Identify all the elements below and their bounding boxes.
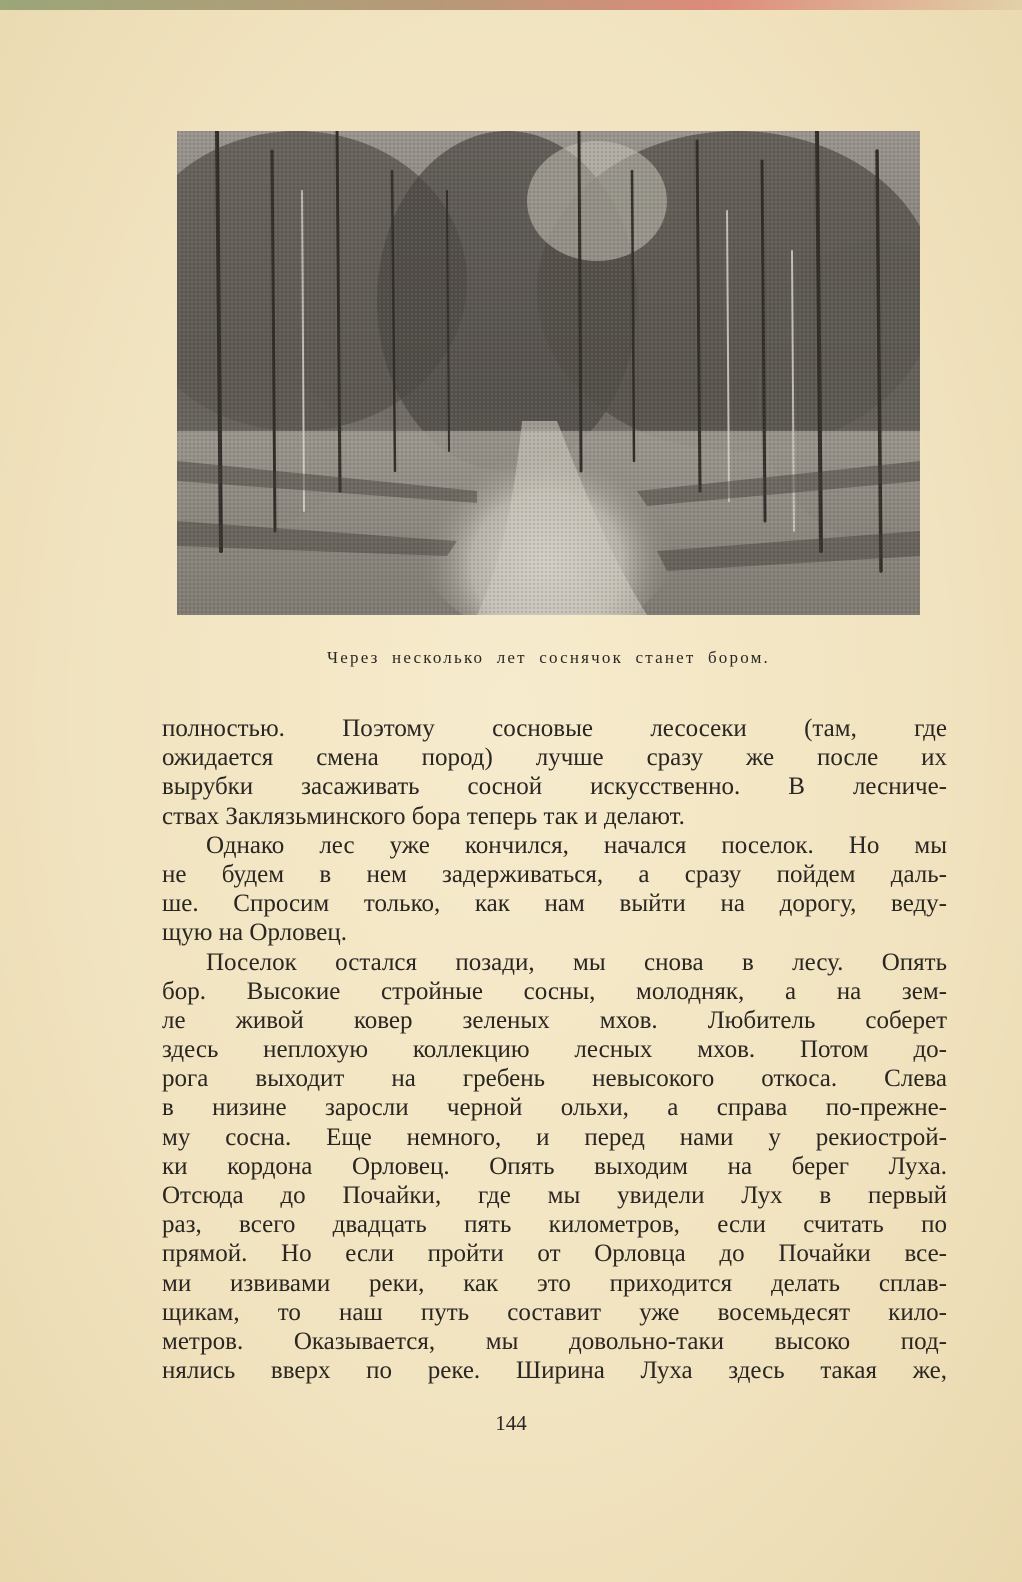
text-line: вырубки засаживать сосной искусственно. В лесниче- (162, 773, 947, 801)
text-line: Однако лес уже кончился, начался поселок. Но мы (206, 831, 947, 859)
text-line: прямой. Но если пройти от Орловца до Почайки все- (162, 1240, 947, 1268)
body-text (162, 714, 947, 1385)
text-line: ше. Спросим только, как нам выйти на дорогу, веду- (162, 890, 947, 918)
text-line: раз, всего двадцать пять километров, если считать по (162, 1211, 947, 1239)
text-line: ми извивами реки, как это приходится делать сплав- (162, 1269, 947, 1297)
text-line: ствах Заклязьминского бора теперь так и делают. (162, 802, 685, 830)
text-line: рога выходит на гребень невысокого откоса. Слева (162, 1065, 947, 1093)
text-line: Отсюда до Почайки, где мы увидели Лух в первый (162, 1182, 947, 1209)
text-line: не будем в нем задерживаться, а сразу пойдем даль- (162, 860, 947, 888)
text-line: Поселок остался позади, мы снова в лесу. Опять (206, 948, 947, 976)
text-line: здесь неплохую коллекцию лесных мхов. Потом до- (162, 1036, 947, 1064)
page-number: 144 (495, 1411, 527, 1435)
text-line: щую на Орловец. (162, 919, 347, 947)
text-line: му сосна. Еще немного, и перед нами у рекиострой- (162, 1123, 947, 1151)
text-line: бор. Высокие стройные сосны, молодняк, а на зем- (162, 977, 947, 1005)
text-line: в низине заросли черной ольхи, а справа по-прежне- (162, 1094, 947, 1122)
text-line: ожидается смена пород) лучше сразу же после их (162, 744, 947, 772)
page-edge-strip (0, 0, 1022, 10)
forest-photograph (177, 131, 920, 615)
text-line: метров. Оказывается, мы довольно-таки высоко под- (162, 1327, 947, 1355)
text-line: щикам, то наш путь составит уже восемьдесят кило- (162, 1298, 947, 1326)
text-line: ки кордона Орловец. Опять выходим на берег Луха. (162, 1152, 947, 1180)
text-line: полностью. Поэтому сосновые лесосеки (там, где (162, 715, 947, 742)
text-line: ле живой ковер зеленых мхов. Любитель соберет (162, 1006, 947, 1034)
figure-caption: Через несколько лет соснячок станет бором. (327, 648, 770, 667)
text-line: нялись вверх по реке. Ширина Луха здесь такая же, (162, 1357, 947, 1385)
